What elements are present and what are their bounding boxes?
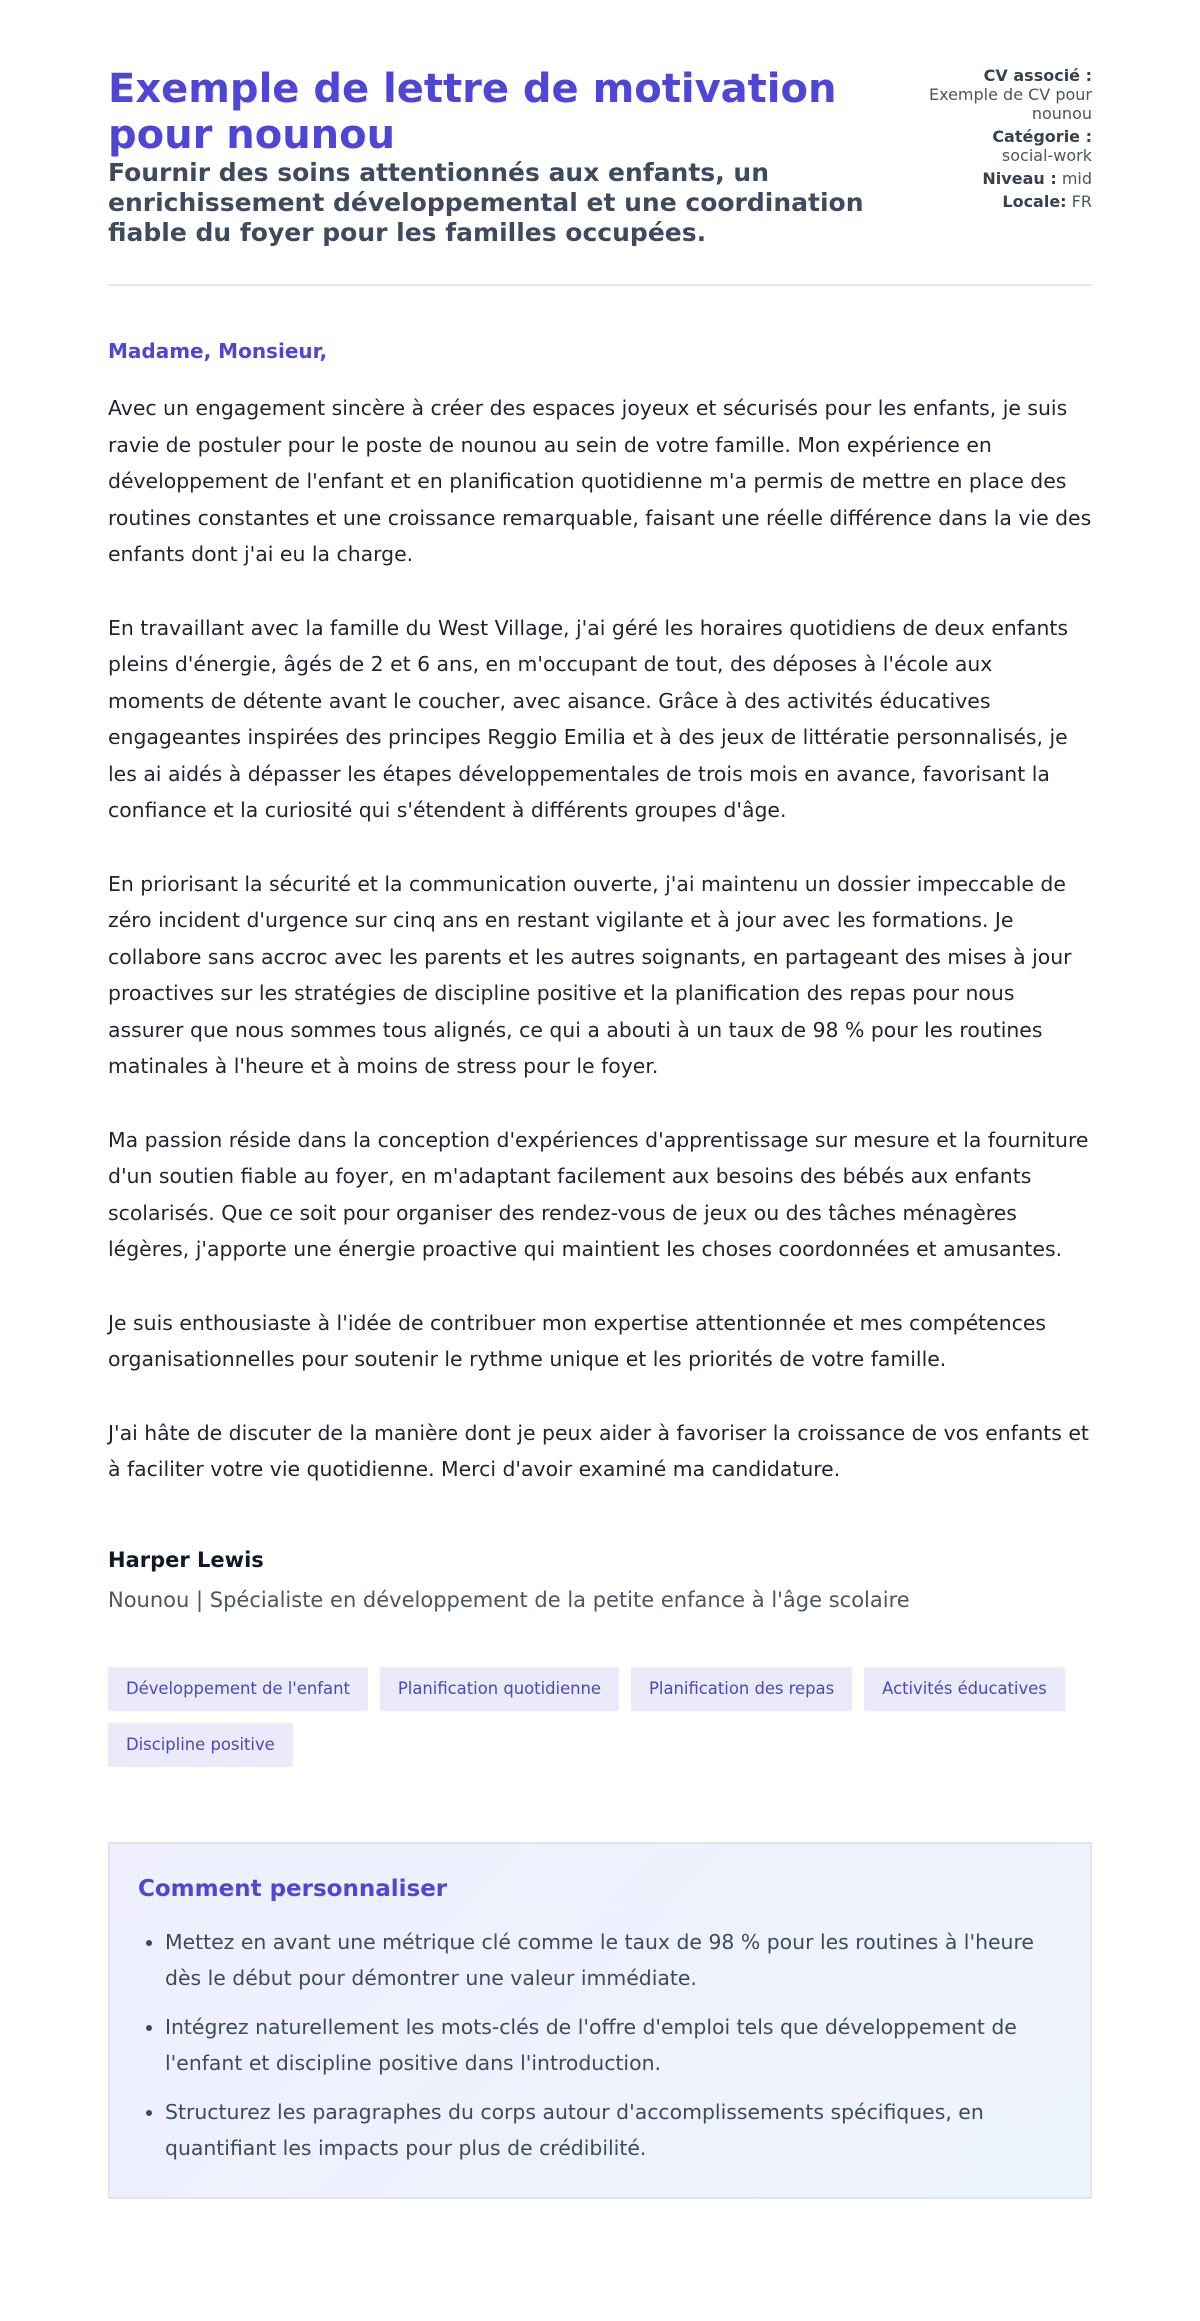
letter-paragraph: En priorisant la sécurité et la communication ouverte, j'ai maintenu un dossier impeccable de zéro incident d'urgence sur cinq ans en restant vigilante et à jour avec les formations. Je collabore sans accroc avec les parents et les autres soignants, en partageant des mises à jour proactives sur les stratégies de discipline positive et la planification des repas pour nous assurer que nous sommes tous alignés, ce qui a abouti à un taux de 98 % pour les routines matinales à l'heure et à moins de stress pour le foyer. [108,871,1072,1078]
meta-level [923,169,1092,188]
meta-category-value: social-work [1001,146,1092,165]
tip-item: • Mettez en avant une métrique clé comme le taux de 98 % pour les routines à l'heure dès le début pour démontrer une valeur immédiate. [165,1924,1060,1997]
header-titles [108,66,923,248]
page-subtitle: Fournir des soins attentionnés aux enfants, un enrichissement développemental et une coordination fiable du foyer pour les familles occupées. [108,158,864,247]
meta-category [923,127,1092,165]
meta-cv [923,66,1092,123]
signature-title: Nounou | Spécialiste en développement de la petite enfance à l'âge scolaire [108,1587,910,1612]
meta-locale-label: Locale: [1002,192,1067,211]
letter-paragraph: Je suis enthousiaste à l'idée de contribuer mon expertise attentionnée et mes compétences organisationnelles pour soutenir le rythme unique et les priorités de votre famille. [108,1310,1046,1371]
tips-title: Comment personnaliser [138,1875,448,1902]
meta-level-value: mid [1061,169,1092,188]
meta-cv-value[interactable]: Exemple de CV pour nounou [929,85,1092,123]
meta-cv-label: CV associé : [983,66,1092,85]
tips-list [138,1924,1060,2167]
page-title: Exemple de lettre de motivation pour nounou [108,66,837,158]
meta-panel [923,66,1092,215]
signature-name: Harper Lewis [108,1547,264,1572]
salutation: Madame, Monsieur, [108,339,328,363]
letter-paragraph: J'ai hâte de discuter de la manière dont je peux aider à favoriser la croissance de vos enfants et à faciliter votre vie quotidienne. Merci d'avoir examiné ma candidature. [108,1420,1089,1481]
meta-locale-value: FR [1071,192,1092,211]
skill-tag[interactable]: Planification quotidienne [380,1667,619,1711]
skill-tag[interactable]: Activités éducatives [864,1667,1065,1711]
meta-category-label: Catégorie : [992,127,1092,146]
meta-level-label: Niveau : [982,169,1057,188]
skill-tags [108,1667,1098,1767]
page-header [108,66,1092,286]
tip-item: • Structurez les paragraphes du corps autour d'accomplissements spécifiques, en quantifiant les impacts pour plus de crédibilité. [165,2094,1060,2167]
skill-tag[interactable]: Développement de l'enfant [108,1667,368,1711]
skill-tag[interactable]: Discipline positive [108,1723,293,1767]
signature-block [108,1546,1092,1614]
letter-paragraph: Ma passion réside dans la conception d'expériences d'apprentissage sur mesure et la fourniture d'un soutien fiable au foyer, en m'adaptant facilement aux besoins des bébés aux enfants scolarisés. Que ce soit pour organiser des rendez-vous de jeux ou des tâches ménagères légères, j'apporte une énergie proactive qui maintient les choses coordonnées et amusantes. [108,1127,1089,1261]
meta-locale [923,192,1092,211]
letter-paragraph: Avec un engagement sincère à créer des espaces joyeux et sécurisés pour les enfants, je suis ravie de postuler pour le poste de nounou au sein de votre famille. Mon expérience en développement de l'enfant et en planification quotidienne m'a permis de mettre en place des routines constantes et une croissance remarquable, faisant une réelle différence dans la vie des enfants dont j'ai eu la charge. [108,396,1092,566]
skill-tag[interactable]: Planification des repas [631,1667,852,1711]
customization-tips-box [108,1842,1092,2199]
letter-body [108,390,1092,1488]
tip-item: • Intégrez naturellement les mots-clés de l'offre d'emploi tels que développement de l'enfant et discipline positive dans l'introduction. [165,2009,1060,2082]
letter-paragraph: En travaillant avec la famille du West Village, j'ai géré les horaires quotidiens de deux enfants pleins d'énergie, âgés de 2 et 6 ans, en m'occupant de tout, des déposes à l'école aux moments de détente avant le coucher, avec aisance. Grâce à des activités éducatives engageantes inspirées des principes Reggio Emilia et à des jeux de littératie personnalisés, je les ai aidés à dépasser les étapes développementales de trois mois en avance, favorisant la confiance et la curiosité qui s'étendent à différents groupes d'âge. [108,615,1069,822]
